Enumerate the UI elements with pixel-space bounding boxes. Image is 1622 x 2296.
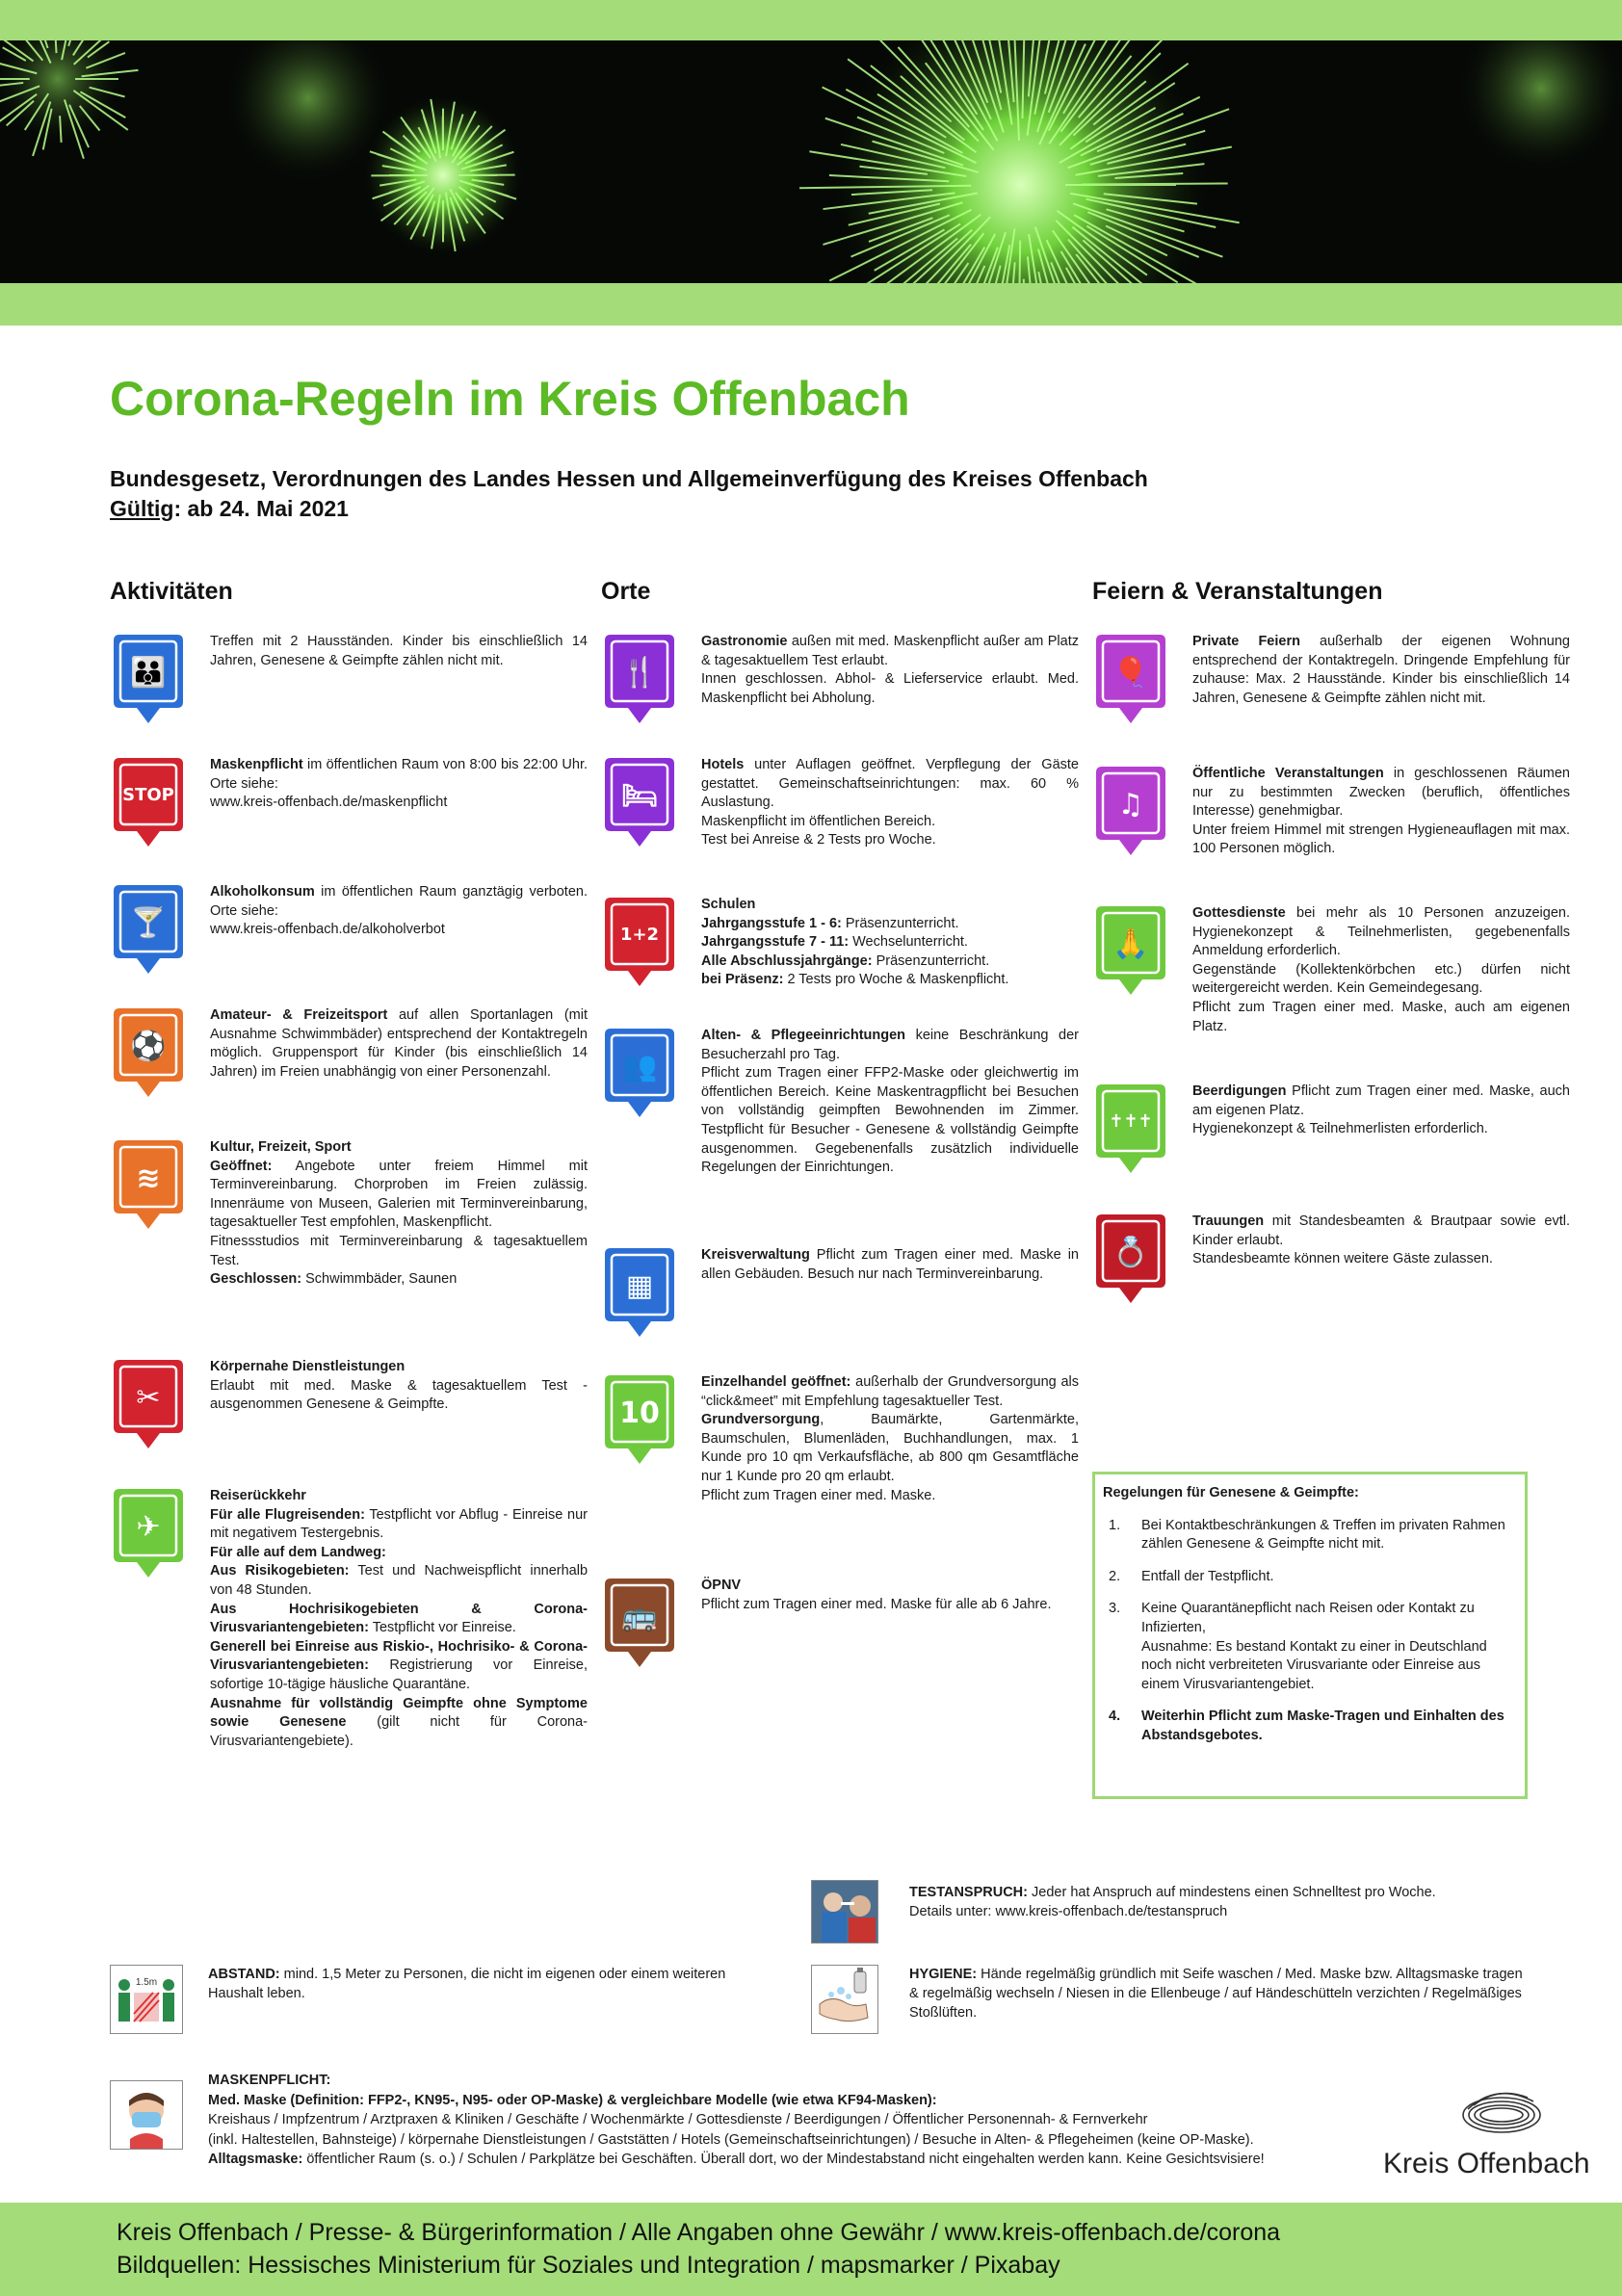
item-bold-text: Ausnahme für vollständig Geimpfte ohne Symptome sowie Genesene [210, 1695, 588, 1731]
svg-text:🚌: 🚌 [621, 1600, 658, 1633]
distance-icon-label: 1.5m [135, 1977, 158, 1988]
svg-text:10: 10 [619, 1396, 660, 1430]
item-bold-text: Aus Hochrisikogebieten & Corona-Virusvariantengebieten: [210, 1601, 588, 1636]
svg-text:👥: 👥 [621, 1050, 658, 1083]
svg-text:STOP: STOP [122, 785, 174, 805]
item-bold-text: Jahrgangsstufe 7 - 11: [701, 934, 850, 951]
maskenpflicht-line2: Kreishaus / Impfzentrum / Arztpraxen & Kliniken / Geschäfte / Wochenmärkte / Gottesdienste / Beerdigungen / Öffentlicher Personennah- & Fernverkehr [208, 2112, 1148, 2127]
item-body-text: Test und Nachweispflicht innerhalb von 48 Stunden. [210, 1563, 589, 1598]
abstand-label: ABSTAND: [208, 1967, 280, 1982]
people-icon [110, 633, 187, 727]
testing-photo-icon [811, 1880, 878, 1944]
elderly-care-icon [601, 1027, 678, 1121]
column-heading-places: Orte [601, 578, 651, 605]
item-body-text: Test bei Anreise & 2 Tests pro Woche. [701, 832, 936, 848]
testanspruch-text: Jeder hat Anspruch auf mindestens einen Schnelltest pro Woche. [1027, 1885, 1436, 1900]
svg-text:1+2: 1+2 [619, 925, 660, 945]
svg-text:✝✝✝: ✝✝✝ [1109, 1111, 1153, 1132]
item-body-text: Schwimmbäder, Saunen [301, 1271, 458, 1288]
dancing-people-icon [1092, 765, 1169, 859]
school-board-icon [601, 896, 678, 990]
abstand-block [208, 1965, 728, 2003]
column-heading-events: Feiern & Veranstaltungen [1092, 578, 1383, 605]
item-body-text: Treffen mit 2 Hausständen. Kinder bis einschließlich 14 Jahren, Genesene & Geimpfte zählen nicht mit. [210, 634, 588, 668]
rules-item [1103, 1517, 1517, 1554]
wedding-rings-icon [1092, 1213, 1169, 1307]
svg-text:💍: 💍 [1112, 1236, 1149, 1269]
item-bold-text: Alkoholkonsum [210, 884, 315, 900]
svg-text:▦: ▦ [625, 1269, 654, 1303]
rules-item-text: Weiterhin Pflicht zum Maske-Tragen und Einhalten des Abstandsgebotes. [1141, 1709, 1504, 1743]
item-text [210, 1138, 588, 1290]
suitcase-plane-icon [110, 1487, 187, 1581]
rules-item-number: 4. [1109, 1709, 1121, 1725]
bed-icon [601, 756, 678, 850]
item-bold-text: Generell bei Einreise aus Riskio-, Hochrisiko- & Corona-Virusvariantengebieten: [210, 1638, 588, 1674]
item-body-text: außerhalb der Grundversorgung als “click&meet” mit Empfehlung tagesaktueller Test. [701, 1374, 1079, 1409]
rules-item-text: Ausnahme: Es bestand Kontakt zu einer in Deutschland noch nicht verbreiteten Virusvariante oder Einreise aus einem Virusvariantengebiet. [1141, 1638, 1487, 1692]
testanspruch-block [909, 1883, 1526, 1921]
item-body-text: Testpflicht vor Einreise. [368, 1620, 516, 1636]
item-body-text: im öffentlichen Raum von 8:00 bis 22:00 Uhr. Orte siehe: [210, 757, 588, 792]
bar-glass-icon [110, 883, 187, 978]
logo-swirl-icon [1449, 2080, 1555, 2144]
item-body-text: (gilt nicht für Corona-Virusvariantengebiete). [210, 1714, 589, 1749]
recovered-vaccinated-rules-box [1092, 1472, 1528, 1799]
item-text [701, 1373, 1079, 1505]
item-body-text: Präsenzunterricht. [841, 915, 959, 931]
item-bold-text: Geöffnet: [210, 1158, 273, 1174]
item-bold-text: Reiserückkehr [210, 1488, 306, 1503]
item-body-text: Fitnessstudios mit Terminvereinbarung & tagesaktuellem Test. [210, 1233, 588, 1268]
item-bold-text: Hotels [701, 757, 745, 772]
item-text [210, 1487, 588, 1751]
maskenpflicht-block [208, 2071, 1364, 2170]
item-bold-text: Kultur, Freizeit, Sport [210, 1139, 352, 1155]
item-body-text: Präsenzunterricht. [872, 952, 990, 969]
maskenpflicht-label: MASKENPFLICHT: [208, 2073, 331, 2088]
maskenpflicht-line1: Med. Maske (Definition: FFP2-, KN95-, N95- oder OP-Maske) & vergleichbare Modelle (wie etwa KF94-Masken): [208, 2092, 937, 2108]
svg-text:🍴: 🍴 [621, 656, 658, 690]
rules-item [1103, 1708, 1517, 1745]
validity-line [110, 494, 1148, 524]
item-text [1192, 904, 1570, 1036]
scissors-comb-icon [110, 1358, 187, 1452]
item-body-text: www.kreis-offenbach.de/maskenpflicht [210, 795, 448, 811]
svg-text:✂: ✂ [136, 1381, 161, 1415]
item-body-text: , Baumärkte, Gartenmärkte, Baumschulen, Blumenläden, Buchhandlungen, max. 1 Kunde pro 10 qm Verkaufsfläche, ab 800 qm Gesamtfläche nur 1 Kunde pro 20 qm erlaubt. [701, 1412, 1079, 1484]
item-body-text: Erlaubt mit med. Maske & tagesaktuellem Test - ausgenommen Genesene & Geimpfte. [210, 1377, 588, 1413]
item-text [1192, 1213, 1570, 1269]
item-bold-text: Körpernahe Dienstleistungen [210, 1359, 406, 1374]
item-bold-text: Jahrgangsstufe 1 - 6: [701, 915, 842, 931]
masked-face-icon [110, 2080, 183, 2150]
item-body-text: Registrierung vor Einreise, sofortige 10-tägige häusliche Quarantäne. [210, 1657, 588, 1692]
maskenpflicht-line3: (inkl. Haltestellen, Bahnsteige) / körpernahe Dienstleistungen / Gaststätten / Hotels (Gemeinschaftseinrichtungen) / Besuche in Alten- & Pflegeheimen (keine OP-Maske). [208, 2131, 1254, 2148]
logo-text: Kreis Offenbach [1383, 2148, 1590, 2179]
item-bold-text: ÖPNV [701, 1578, 742, 1593]
svg-text:≋: ≋ [136, 1161, 161, 1195]
item-body-text: Pflicht zum Tragen einer med. Maske für alle ab 6 Jahre. [701, 1596, 1052, 1612]
item-body-text: Innen geschlossen. Abhol- & Lieferservice erlaubt. Med. Maskenpflicht bei Abholung. [701, 671, 1079, 706]
item-body-text: außerhalb der eigenen Wohnung entsprechend der Kontaktregeln. Dringende Empfehlung für zuhause: Max. 2 Hausstände. Kinder bis einschließlich 14 Jahren, Genesene & Geimpfte zählen nicht mit. [1192, 634, 1570, 706]
item-body-text: außen mit med. Maskenpflicht außer am Platz & tagesaktuellem Test erlaubt. [701, 634, 1079, 668]
rules-list [1103, 1517, 1517, 1746]
item-bold-text: Beerdigungen [1192, 1083, 1287, 1099]
top-green-strip [0, 0, 1622, 40]
svg-text:🙏: 🙏 [1112, 927, 1149, 961]
item-body-text: 2 Tests pro Woche & Maskenpflicht. [783, 972, 1009, 988]
crosses-icon [1092, 1083, 1169, 1177]
item-bold-text: Für alle auf dem Landweg: [210, 1544, 386, 1560]
item-body-text: Pflicht zum Tragen einer med. Maske. [701, 1487, 936, 1503]
maskenpflicht-line4 [208, 2150, 1364, 2170]
kreis-offenbach-logo [1383, 2080, 1590, 2179]
item-text [1192, 765, 1570, 859]
footer-bar [0, 2203, 1622, 2296]
item-text [701, 756, 1079, 850]
svg-text:🎈: 🎈 [1112, 656, 1149, 690]
page-subtitle [110, 464, 1148, 524]
item-body-text: mit Standesbeamten & Brautpaar sowie evtl. Kinder erlaubt. [1192, 1213, 1570, 1248]
item-bold-text: Alle Abschlussjahrgänge: [701, 952, 873, 969]
item-body-text: Pflicht zum Tragen einer med. Maske, auch am eigenen Platz. [1192, 1083, 1570, 1118]
item-bold-text: Für alle Flugreisenden: [210, 1506, 365, 1523]
item-body-text: Testpflicht vor Abflug - Einreise nur mit negativem Testergebnis. [210, 1506, 589, 1542]
rules-item-text: Keine Quarantänepflicht nach Reisen oder Kontakt zu Infizierten, [1141, 1601, 1475, 1635]
item-bold-text: Aus Risikogebieten: [210, 1563, 350, 1579]
item-body-text: im öffentlichen Raum ganztägig verboten. Orte siehe: [210, 884, 588, 919]
rules-item-number: 3. [1109, 1601, 1121, 1617]
hygiene-text: Hände regelmäßig gründlich mit Seife waschen / Med. Maske bzw. Alltagsmaske tragen & regelmäßig wechseln / Niesen in die Ellenbeuge / auf Händeschütteln verzichten / Regelmäßiges Stoßlüften. [909, 1967, 1523, 2021]
rules-item [1103, 1568, 1517, 1587]
page-title: Corona-Regeln im Kreis Offenbach [110, 372, 910, 426]
svg-text:👪: 👪 [130, 656, 167, 690]
soccer-icon [110, 1006, 187, 1101]
valid-label: Gültig [110, 496, 174, 521]
item-text [210, 1358, 588, 1415]
svg-text:⚽: ⚽ [130, 1030, 167, 1063]
rules-item-text: Bei Kontaktbeschränkungen & Treffen im privaten Rahmen zählen Genesene & Geimpfte nicht mit. [1141, 1517, 1505, 1552]
rules-heading: Regelungen für Genesene & Geimpfte: [1103, 1485, 1359, 1500]
hygiene-label: HYGIENE: [909, 1967, 978, 1982]
svg-text:✈: ✈ [136, 1510, 161, 1544]
item-text [210, 633, 588, 670]
alltagsmaske-label: Alltagsmaske: [208, 2152, 303, 2167]
swimming-icon [110, 1138, 187, 1233]
rules-item-number: 2. [1109, 1568, 1121, 1584]
item-bold-text: Private Feiern [1192, 634, 1300, 649]
stop-sign-icon [110, 756, 187, 850]
item-body-text: Wechselunterricht. [849, 934, 968, 951]
testanspruch-line2: Details unter: www.kreis-offenbach.de/testanspruch [909, 1904, 1228, 1919]
item-bold-text: Schulen [701, 897, 756, 912]
virus-burst-graphic [0, 40, 1622, 283]
item-body-text: Gegenstände (Kollektenkörbchen etc.) dürfen nicht weitergereicht werden. Kein Gemeindegesang. [1192, 961, 1570, 997]
subtitle-line: Bundesgesetz, Verordnungen des Landes Hessen und Allgemeinverfügung des Kreises Offenbach [110, 466, 1148, 491]
svg-text:♫: ♫ [1117, 788, 1144, 822]
rules-item-number: 1. [1109, 1517, 1121, 1533]
item-bold-text: Öffentliche Veranstaltungen [1192, 766, 1384, 781]
footer-line2: Bildquellen: Hessisches Ministerium für Soziales und Integration / mapsmarker / Pixabay [117, 2252, 1060, 2279]
abstand-text: mind. 1,5 Meter zu Personen, die nicht im eigenen oder einem weiteren Haushalt leben. [208, 1967, 726, 2001]
item-body-text: Pflicht zum Tragen einer FFP2-Maske oder gleichwertig im öffentlichen Bereich. Keine Maskentragpflicht bei Besuchen von vollständig geimpften Bewohnenden im Zimmer. Testpflicht für Besucher - Genesene & vollständig Geimpfte ausgenommen. Gegebenenfalls zusätzlich individuelle Regelungen der Einrichtungen. [701, 1065, 1079, 1176]
item-text [701, 1027, 1079, 1178]
rules-item [1103, 1600, 1517, 1694]
alltagsmaske-text: öffentlicher Raum (s. o.) / Schulen / Parkplätze bei Geschäften. Überall dort, wo der Mindestabstand nicht eingehalten werden kann. Keine Gesichtsvisiere! [302, 2152, 1265, 2167]
item-text [210, 1006, 588, 1082]
svg-text:🛏: 🛏 [620, 779, 659, 813]
item-text [1192, 633, 1570, 708]
testanspruch-line1 [909, 1883, 1526, 1902]
office-building-icon [601, 1246, 678, 1341]
item-text [210, 756, 588, 813]
item-body-text: bei mehr als 10 Personen anzuzeigen. Hygienekonzept & Teilnehmerlisten, gegebenenfalls Anmeldung erforderlich. [1192, 905, 1570, 959]
item-body-text: Maskenpflicht im öffentlichen Bereich. [701, 813, 936, 829]
hero-virus-banner [0, 40, 1622, 283]
item-bold-text: Geschlossen: [210, 1271, 302, 1288]
item-body-text: unter Auflagen geöffnet. Verpflegung der Gäste gestattet. Gemeinschaftseinrichtungen: max. 60 % Auslastung. [701, 757, 1079, 811]
item-text [701, 896, 1079, 990]
footer-line1: Kreis Offenbach / Presse- & Bürgerinformation / Alle Angaben ohne Gewähr / www.kreis-offenbach.de/corona [117, 2219, 1281, 2246]
hygiene-block [909, 1965, 1526, 2022]
rules-item-text: Entfall der Testpflicht. [1141, 1568, 1274, 1584]
bus-icon [601, 1577, 678, 1671]
testanspruch-label: TESTANSPRUCH: [909, 1885, 1028, 1900]
item-body-text: Standesbeamte können weitere Gäste zulassen. [1192, 1251, 1493, 1267]
item-bold-text: Grundversorgung [701, 1412, 821, 1428]
item-body-text: Hygienekonzept & Teilnehmerlisten erforderlich. [1192, 1121, 1488, 1137]
balloons-icon [1092, 633, 1169, 727]
distance-icon [110, 1965, 183, 2034]
column-heading-activities: Aktivitäten [110, 578, 233, 605]
item-body-text: Angebote unter freiem Himmel mit Terminvereinbarung. Chorproben im Freien zulässig. Innenräume von Museen, Galerien mit Terminvereinbarung, tagesaktueller Test empfohlen, Maskenpflicht. [210, 1158, 588, 1231]
item-body-text: auf allen Sportanlagen (mit Ausnahme Schwimmbäder) entsprechend der Kontaktregeln möglich. Gruppensport für Kinder (bis einschließlich 14 Jahren) im Freien unabhängig von einer Personenzahl. [210, 1007, 588, 1080]
number-ten-icon [601, 1373, 678, 1468]
item-bold-text: bei Präsenz: [701, 972, 784, 988]
item-bold-text: Amateur- & Freizeitsport [210, 1007, 388, 1023]
item-text [701, 633, 1079, 708]
svg-text:🍸: 🍸 [130, 906, 167, 940]
item-bold-text: Kreisverwaltung [701, 1247, 810, 1263]
item-body-text: in geschlossenen Räumen nur zu bestimmten Zwecken (beruflich, öffentliches Interesse) genehmigbar. [1192, 766, 1570, 820]
item-bold-text: Einzelhandel geöffnet: [701, 1374, 851, 1390]
item-body-text: Unter freiem Himmel mit strengen Hygieneauflagen mit max. 100 Personen möglich. [1192, 822, 1570, 857]
item-body-text: Pflicht zum Tragen einer med. Maske in allen Gebäuden. Besuch nur nach Terminvereinbarung. [701, 1247, 1079, 1282]
item-text [701, 1246, 1079, 1284]
cutlery-icon [601, 633, 678, 727]
hero-bottom-strip [0, 283, 1622, 326]
hand-washing-icon [811, 1965, 878, 2034]
item-text [210, 883, 588, 940]
item-text [701, 1577, 1079, 1614]
item-body-text: Pflicht zum Tragen einer med. Maske, auch am eigenen Platz. [1192, 999, 1570, 1034]
item-body-text: keine Beschränkung der Besucherzahl pro Tag. [701, 1028, 1079, 1062]
praying-person-icon [1092, 904, 1169, 999]
valid-date: : ab 24. Mai 2021 [173, 496, 349, 521]
item-bold-text: Gastronomie [701, 634, 788, 649]
item-text [1192, 1083, 1570, 1139]
item-bold-text: Maskenpflicht [210, 757, 303, 772]
item-bold-text: Trauungen [1192, 1213, 1265, 1229]
item-body-text: www.kreis-offenbach.de/alkoholverbot [210, 922, 445, 938]
item-bold-text: Gottesdienste [1192, 905, 1286, 921]
item-bold-text: Alten- & Pflegeeinrichtungen [701, 1028, 906, 1043]
